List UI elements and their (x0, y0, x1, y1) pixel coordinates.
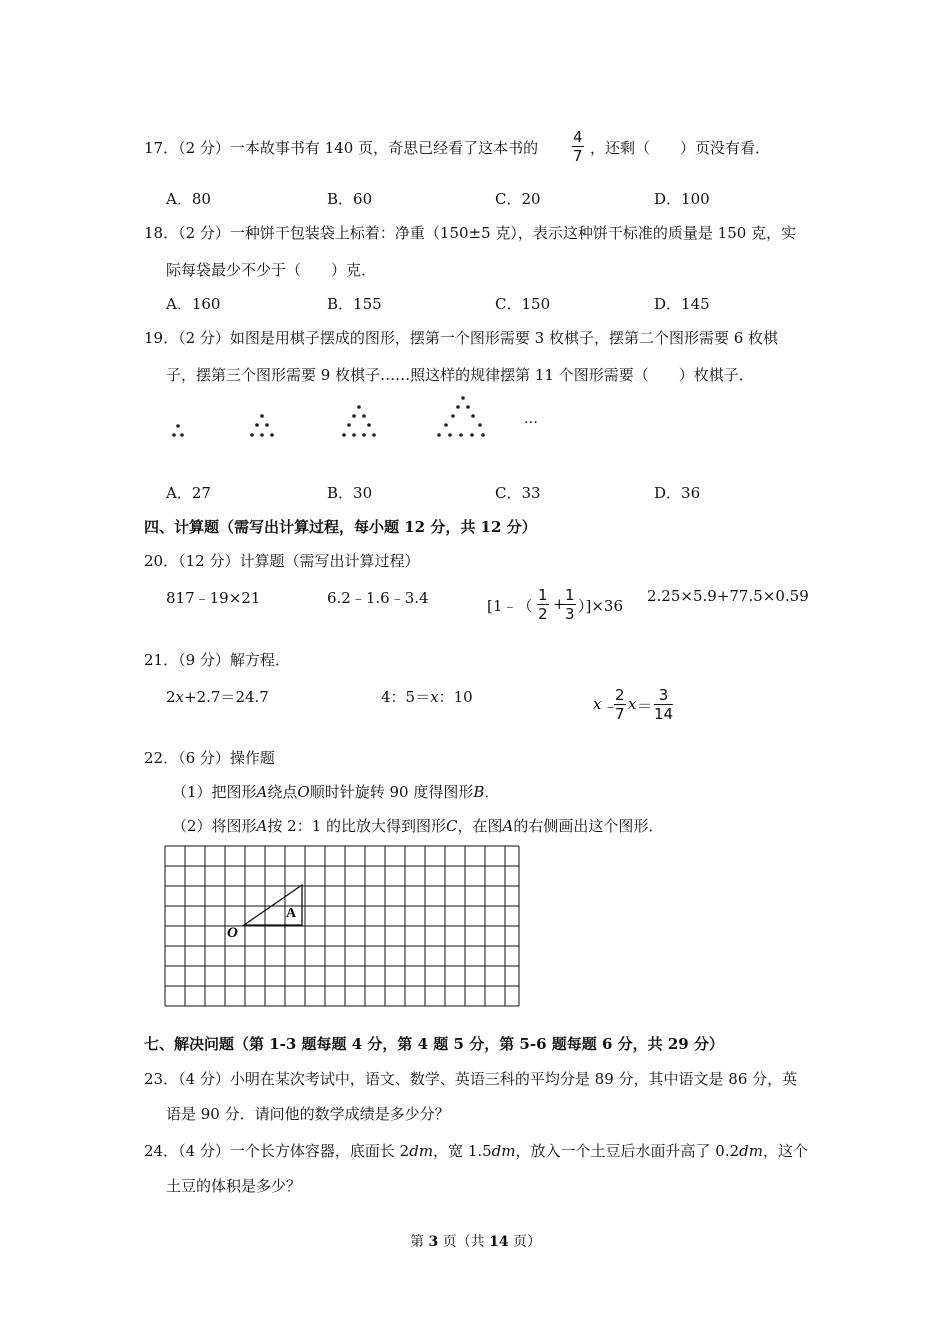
text: 24．（4 分）一个长方体容器，底面长 2 (144, 1142, 410, 1160)
text: ，在图 (457, 817, 503, 835)
chess-piece (260, 414, 264, 418)
q22-grid-figure (164, 845, 520, 1008)
frac-den: 14 (654, 705, 674, 723)
section4-title: 四、计算题（需写出计算过程，每小题 12 分，共 12 分） (144, 518, 537, 536)
text: ，这个 (762, 1142, 808, 1160)
unit: dm (739, 1142, 763, 1160)
eq-var: x (628, 695, 637, 713)
q17-option-d: D．100 (654, 190, 710, 208)
q21-equation-1 (166, 686, 269, 707)
chess-piece (451, 414, 455, 418)
eq-text: 4：5＝ (381, 688, 431, 706)
chess-piece (362, 433, 366, 437)
chess-piece (270, 433, 274, 437)
chess-piece (478, 423, 482, 427)
label-a: A (286, 906, 297, 921)
chess-piece (481, 433, 485, 437)
q21-eq3-equals: ＝ (637, 697, 653, 715)
q20-expr-3-end: ）]×36 (578, 597, 624, 615)
chess-piece (461, 396, 465, 400)
label-o: O (227, 925, 238, 941)
q20-plus: + (553, 595, 566, 613)
q19-option-a: A．27 (166, 484, 211, 502)
chess-piece (456, 405, 460, 409)
q21-eq3-var2 (628, 695, 636, 713)
text: 页） (508, 1234, 542, 1250)
q23-line2: 语是 90 分．请问他的数学成绩是多少分？ (166, 1105, 450, 1123)
chess-piece (265, 423, 269, 427)
chess-piece (437, 433, 441, 437)
page-footer (410, 1231, 541, 1251)
q22-stem: 22．（6 分）操作题 (144, 749, 275, 767)
unit: dm (491, 1142, 516, 1160)
eq-var: x (593, 695, 602, 713)
q24-line2: 土豆的体积是多少？ (166, 1177, 302, 1195)
text: 绕点 (267, 783, 298, 801)
chess-piece (459, 433, 463, 437)
q17-fraction (572, 128, 584, 165)
frac-num: 1 (565, 586, 575, 604)
q23-line1: 23．（4 分）小明在某次考试中，语文、数学、英语三科的平均分是 89 分，其中语文是 86 分，英 (144, 1070, 798, 1088)
q24-line1 (144, 1140, 808, 1161)
chess-piece (444, 423, 448, 427)
chess-piece (180, 433, 184, 437)
text: 按 2：1 的比放大得到图形 (267, 817, 447, 835)
page-number: 3 (428, 1234, 439, 1250)
frac-den: 2 (538, 605, 548, 623)
q21-eq3-fraction-2 (654, 686, 673, 723)
q17-option-a: A．80 (166, 190, 211, 208)
var: B (473, 783, 485, 801)
q17-stem-end: ，还剩（ ）页没有看． (590, 139, 771, 157)
text: （2）将图形 (172, 817, 257, 835)
section7-title: 七、解决问题（第 1-3 题每题 4 分，第 4 题 5 分，第 5-6 题每题 6 分，共 29 分） (144, 1035, 724, 1053)
chess-piece (470, 433, 474, 437)
q19-line2: 子，摆第三个图形需要 9 枚棋子……照这样的规律摆第 11 个图形需要（ ）枚棋子． (166, 366, 754, 384)
q18-line2: 际每袋最少不少于（ ）克． (166, 261, 377, 279)
chess-piece (352, 414, 356, 418)
q20-expr-3-start: [1﹣（ (487, 597, 533, 615)
chess-piece (372, 433, 376, 437)
frac-num: 1 (538, 586, 548, 604)
q19-figure-ellipsis: … (524, 411, 538, 427)
chess-piece (448, 433, 452, 437)
var: C (446, 817, 458, 835)
chess-piece (352, 433, 356, 437)
text: ． (484, 783, 500, 801)
q21-eq3-fraction-1 (614, 686, 626, 723)
pattern-1 (172, 424, 184, 437)
text: ，宽 1.5 (433, 1142, 492, 1160)
q18-line1: 18．（2 分）一种饼干包装袋上标着：净重（150±5 克），表示这种饼干标准的质量是 150 克，实 (144, 224, 797, 242)
q20-fraction-1 (537, 586, 549, 623)
chess-piece (357, 405, 361, 409)
chess-piece (471, 414, 475, 418)
pattern-2 (250, 414, 274, 437)
q20-expr-1: 817﹣19×21 (166, 589, 261, 607)
frac-num: 3 (654, 686, 673, 705)
page-total: 14 (489, 1234, 509, 1250)
frac-den: 3 (565, 605, 575, 623)
frac-num: 2 (615, 686, 625, 704)
chess-piece (255, 423, 259, 427)
chess-piece (176, 424, 180, 428)
q20-expr-2: 6.2﹣1.6﹣3.4 (327, 589, 429, 607)
q21-eq3-var (593, 695, 601, 713)
q19-line1: 19．（2 分）如图是用棋子摆成的图形，摆第一个图形需要 3 枚棋子，摆第二个图形需要 6 枚棋 (144, 329, 779, 347)
eq-text: +2.7＝24.7 (184, 688, 269, 706)
q20-fraction-2 (564, 586, 576, 623)
q17-stem: 17．（2 分）一本故事书有 140 页，奇思已经看了这本书的 (144, 139, 539, 157)
q19-option-c: C．33 (495, 484, 541, 502)
q17-frac-num: 4 (573, 128, 583, 146)
chess-piece (250, 433, 254, 437)
unit: dm (409, 1142, 434, 1160)
text: 顺时针旋转 90 度得图形 (309, 783, 474, 801)
chess-piece (367, 423, 371, 427)
text: （1）把图形 (172, 783, 257, 801)
q19-option-d: D．36 (654, 484, 701, 502)
q22-sub2 (172, 815, 663, 836)
chess-piece (362, 414, 366, 418)
chess-piece (172, 433, 176, 437)
pattern-4 (437, 396, 485, 437)
text: 第 (410, 1234, 429, 1250)
var: A (502, 817, 514, 835)
chess-piece (342, 433, 346, 437)
chess-piece (260, 433, 264, 437)
q18-option-b: B．155 (327, 295, 382, 313)
q18-option-d: D．145 (654, 295, 710, 313)
q20-stem: 20．（12 分）计算题（需写出计算过程） (144, 552, 420, 570)
eq-var: x (430, 688, 439, 706)
q17-option-c: C．20 (495, 190, 541, 208)
eq-var: x (175, 688, 185, 706)
q19-option-b: B．30 (327, 484, 373, 502)
q17-option-b: B．60 (327, 190, 373, 208)
var: A (256, 817, 268, 835)
q21-stem: 21．（9 分）解方程． (144, 651, 290, 669)
q18-option-a: A．160 (166, 295, 221, 313)
chess-piece (347, 423, 351, 427)
q20-expr-4: 2.25×5.9+77.5×0.59 (647, 587, 809, 605)
eq-text: 2 (166, 688, 176, 706)
text: 页（共 (438, 1234, 490, 1250)
q18-option-c: C．150 (495, 295, 551, 313)
grid-lines (165, 846, 519, 1006)
frac-den: 7 (615, 705, 625, 723)
var: O (297, 783, 310, 801)
pattern-3 (342, 405, 376, 437)
chess-piece (466, 405, 470, 409)
q19-chess-pattern-figure (160, 388, 560, 458)
q21-equation-2 (381, 686, 473, 707)
var: A (256, 783, 268, 801)
q21-eq3-minus: ﹣ (603, 697, 619, 715)
eq-text: ：10 (438, 688, 473, 706)
text: ，放入一个土豆后水面升高了 0.2 (515, 1142, 740, 1160)
q22-sub1 (172, 781, 499, 802)
q17-frac-den: 7 (573, 147, 583, 165)
text: 的右侧画出这个图形． (513, 817, 664, 835)
